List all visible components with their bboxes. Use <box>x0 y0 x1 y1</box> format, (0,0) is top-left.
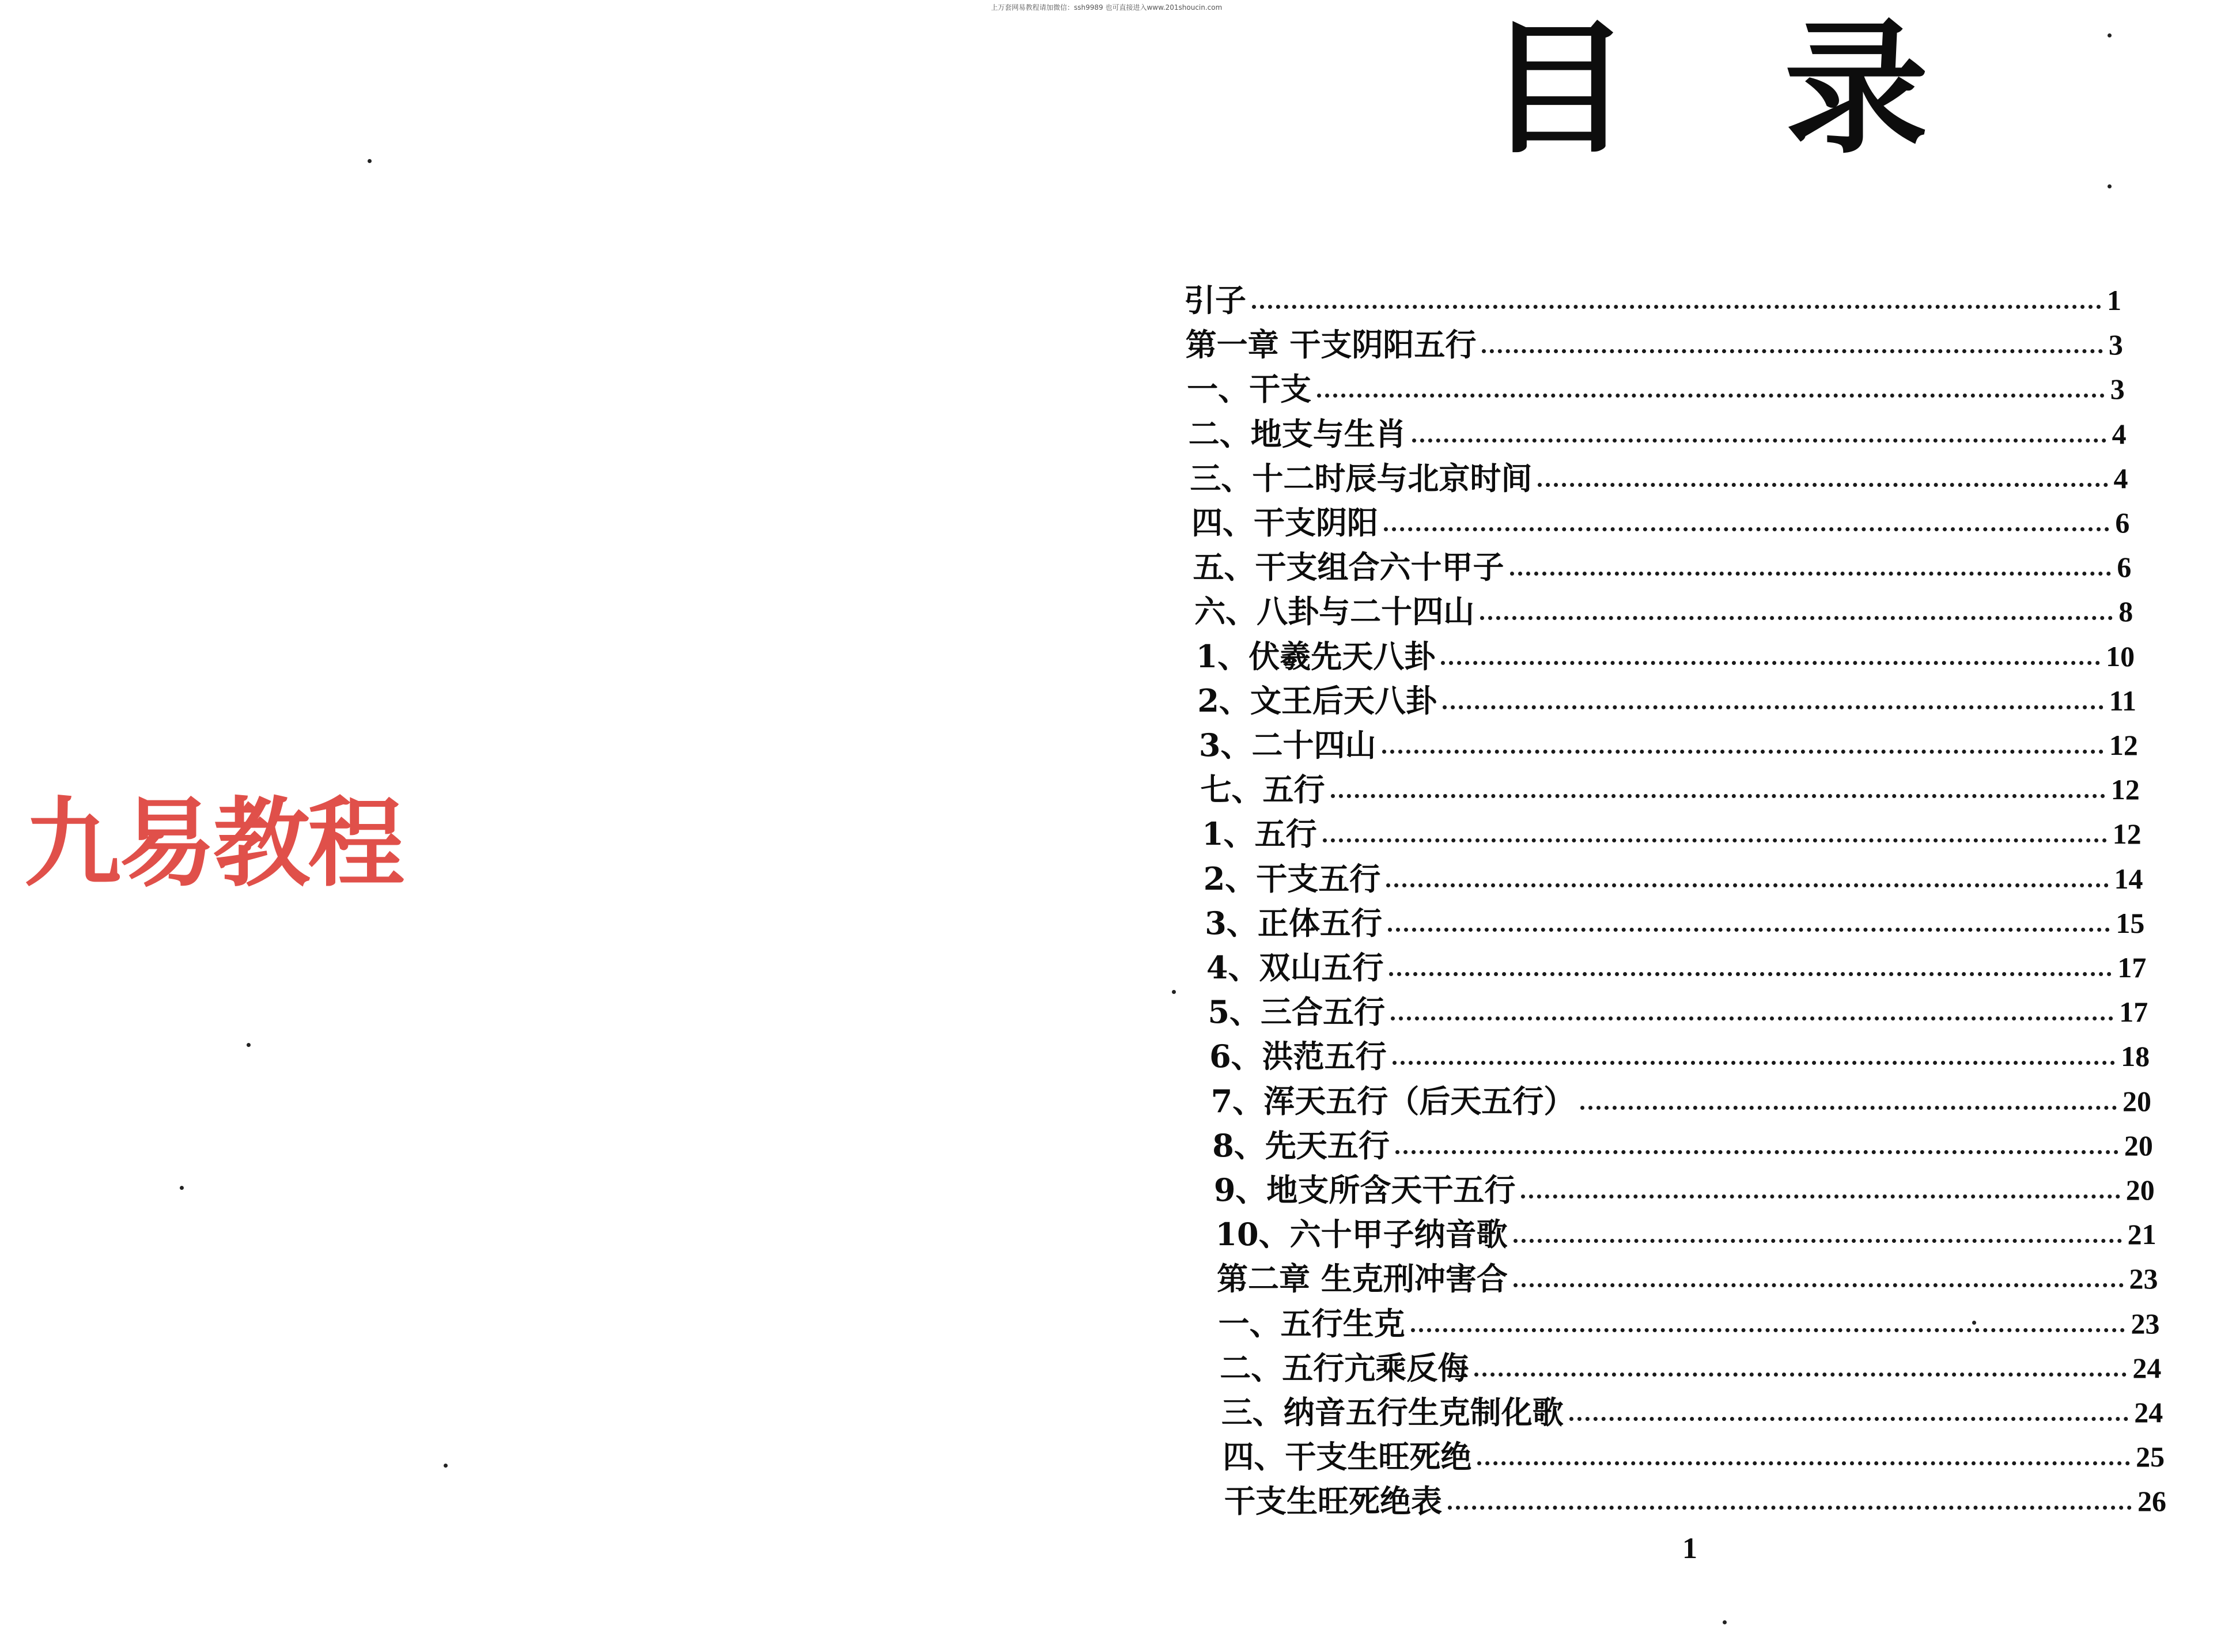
page-number: 1 <box>1682 1532 1697 1565</box>
toc-entry-label: 6、洪范五行 <box>1209 1038 1387 1075</box>
toc-dot-leader <box>1323 838 2107 842</box>
toc-list <box>1118 0 2236 1652</box>
toc-entry-label: 5、三合五行 <box>1208 993 1386 1031</box>
toc-title: 目 录 <box>1486 5 1981 173</box>
toc-entry-label: 一、干支 <box>1187 371 1312 408</box>
toc-entry[interactable] <box>1209 1039 2150 1073</box>
toc-entry[interactable] <box>1208 995 2148 1029</box>
toc-entry-page: 24 <box>2132 1351 2162 1384</box>
toc-entry-label: 9、地支所含天干五行 <box>1213 1171 1516 1208</box>
toc-entry-label: 第一章 干支阴阳五行 <box>1185 326 1477 364</box>
toc-entry-label: 4、双山五行 <box>1206 949 1384 986</box>
toc-entry-label: 引子 <box>1184 282 1246 319</box>
toc-dot-leader <box>1521 1194 2120 1199</box>
toc-dot-leader <box>1569 1417 2128 1421</box>
scan-speck <box>1723 1620 1727 1624</box>
toc-entry-label: 三、纳音五行生克制化歌 <box>1221 1394 1564 1431</box>
toc-entry[interactable] <box>1212 1126 2153 1164</box>
toc-entry[interactable] <box>1204 862 2143 895</box>
toc-entry[interactable] <box>1184 283 2121 317</box>
toc-entry[interactable] <box>1214 1173 2155 1207</box>
scan-speck <box>1972 1321 1976 1325</box>
toc-entry[interactable] <box>1205 906 2144 940</box>
toc-entry[interactable] <box>1194 595 2133 628</box>
scan-speck <box>444 1464 448 1468</box>
toc-entry[interactable] <box>1217 1260 2158 1298</box>
toc-entry-label: 3、二十四山 <box>1198 727 1376 763</box>
toc-entry-label: 1、五行 <box>1202 815 1317 853</box>
toc-entry-page: 21 <box>2127 1218 2156 1251</box>
toc-dot-leader <box>1448 1506 2132 1510</box>
toc-entry-page: 11 <box>2109 684 2136 717</box>
toc-entry[interactable] <box>1224 1484 2166 1518</box>
toc-entry-page: 12 <box>2109 729 2138 761</box>
toc-dot-leader <box>1480 616 2113 620</box>
toc-dot-leader <box>1514 1239 2122 1243</box>
toc-entry[interactable] <box>1223 1438 2165 1476</box>
toc-entry[interactable] <box>1185 326 2123 364</box>
toc-entry[interactable] <box>1206 951 2146 984</box>
scan-speck <box>368 159 372 163</box>
toc-entry[interactable] <box>1221 1396 2163 1429</box>
scan-speck <box>247 1043 251 1047</box>
toc-entry-page: 4 <box>2113 462 2128 494</box>
toc-dot-leader <box>1384 527 2109 531</box>
toc-entry-label: 7、浑天五行（后天五行） <box>1210 1082 1575 1120</box>
toc-dot-leader <box>1477 1461 2130 1465</box>
toc-entry-label: 3、正体五行 <box>1205 904 1382 942</box>
toc-entry-label: 四、干支阴阳 <box>1191 504 1378 541</box>
toc-entry-label: 二、地支与生肖 <box>1188 415 1406 452</box>
watermark: 九易教程 <box>24 787 402 900</box>
toc-entry-label: 第二章 生克刑冲害合 <box>1217 1260 1508 1298</box>
toc-entry-page: 6 <box>2117 551 2132 584</box>
toc-entry-page: 12 <box>2112 818 2142 850</box>
toc-entry[interactable] <box>1197 684 2136 717</box>
toc-dot-leader <box>1580 1106 2117 1110</box>
toc-dot-leader <box>1386 883 2108 887</box>
toc-dot-leader <box>1331 794 2105 798</box>
toc-dot-leader <box>1252 305 2101 309</box>
toc-dot-leader <box>1317 394 2105 398</box>
toc-entry-page: 4 <box>2112 417 2127 450</box>
toc-entry[interactable] <box>1201 773 2140 806</box>
toc-entry-page: 18 <box>2121 1040 2150 1073</box>
toc-entry-page: 26 <box>2137 1485 2166 1518</box>
toc-entry-label: 六、八卦与二十四山 <box>1194 593 1475 630</box>
toc-entry[interactable] <box>1199 728 2138 762</box>
toc-entry[interactable] <box>1190 459 2128 497</box>
toc-entry-page: 14 <box>2114 862 2143 895</box>
right-page <box>1118 0 2236 1652</box>
toc-entry-page: 20 <box>2122 1084 2151 1117</box>
scan-speck <box>1172 990 1176 994</box>
toc-entry-page: 17 <box>2117 951 2147 984</box>
toc-entry-label: 四、干支生旺死绝 <box>1223 1438 1472 1476</box>
toc-entry-page: 20 <box>2124 1129 2153 1162</box>
toc-entry-label: 8、先天五行 <box>1212 1126 1390 1164</box>
toc-entry-label: 七、五行 <box>1200 771 1325 808</box>
toc-entry-label: 2、干支五行 <box>1203 860 1381 897</box>
toc-dot-leader <box>1388 928 2110 932</box>
toc-entry-label: 10、六十甲子纳音歌 <box>1215 1216 1508 1253</box>
toc-entry-label: 1、伏羲先天八卦 <box>1195 637 1436 675</box>
toc-entry[interactable] <box>1211 1084 2151 1118</box>
toc-dot-leader <box>1412 438 2106 443</box>
toc-entry-page: 3 <box>2110 373 2125 406</box>
scan-speck <box>2108 33 2112 37</box>
toc-entry[interactable] <box>1193 550 2132 584</box>
toc-entry-page: 17 <box>2119 996 2148 1029</box>
toc-entry[interactable] <box>1191 506 2129 539</box>
toc-entry[interactable] <box>1202 815 2142 853</box>
toc-entry[interactable] <box>1219 1307 2160 1340</box>
toc-entry-page: 6 <box>2115 506 2130 539</box>
header-note: 上万套网易教程请加微信：ssh9989 也可直接进入www.201shoucin.com <box>991 3 1223 12</box>
toc-entry[interactable] <box>1195 637 2135 675</box>
toc-entry[interactable] <box>1189 417 2127 451</box>
toc-dot-leader <box>1441 661 2100 665</box>
toc-entry-page: 8 <box>2118 595 2133 628</box>
toc-entry-label: 2、文王后天八卦 <box>1197 682 1437 719</box>
toc-entry-page: 10 <box>2106 640 2135 672</box>
toc-dot-leader <box>1393 1061 2115 1065</box>
toc-entry-label: 干支生旺死绝表 <box>1224 1483 1442 1520</box>
toc-entry[interactable] <box>1220 1351 2161 1385</box>
toc-entry-page: 24 <box>2134 1396 2163 1428</box>
toc-dot-leader <box>1443 705 2103 709</box>
toc-entry-page: 12 <box>2110 773 2140 806</box>
toc-dot-leader <box>1395 1150 2118 1154</box>
toc-dot-leader <box>1482 349 2102 353</box>
toc-entry-label: 二、五行亢乘反侮 <box>1220 1349 1469 1386</box>
toc-entry[interactable] <box>1187 372 2125 406</box>
toc-entry-page: 1 <box>2107 284 2121 316</box>
toc-dot-leader <box>1389 972 2112 976</box>
toc-entry-page: 15 <box>2116 906 2145 939</box>
toc-dot-leader <box>1538 483 2108 487</box>
toc-dot-leader <box>1391 1016 2113 1020</box>
toc-entry-label: 一、五行生克 <box>1218 1305 1405 1342</box>
scan-speck <box>180 1186 184 1190</box>
toc-dot-leader <box>1411 1328 2125 1332</box>
toc-dot-leader <box>1514 1283 2124 1287</box>
toc-dot-leader <box>1382 750 2103 754</box>
scan-speck <box>2108 184 2112 188</box>
toc-dot-leader <box>1474 1373 2127 1377</box>
toc-entry[interactable] <box>1215 1218 2156 1251</box>
toc-entry-label: 五、干支组合六十甲子 <box>1193 549 1504 586</box>
toc-entry-page: 3 <box>2108 328 2123 361</box>
toc-entry-page: 20 <box>2125 1174 2155 1206</box>
toc-entry-page: 23 <box>2131 1307 2160 1340</box>
toc-entry-page: 25 <box>2136 1441 2165 1473</box>
toc-entry-label: 三、十二时辰与北京时间 <box>1190 459 1533 497</box>
toc-dot-leader <box>1510 572 2112 576</box>
toc-entry-page: 23 <box>2129 1262 2158 1295</box>
